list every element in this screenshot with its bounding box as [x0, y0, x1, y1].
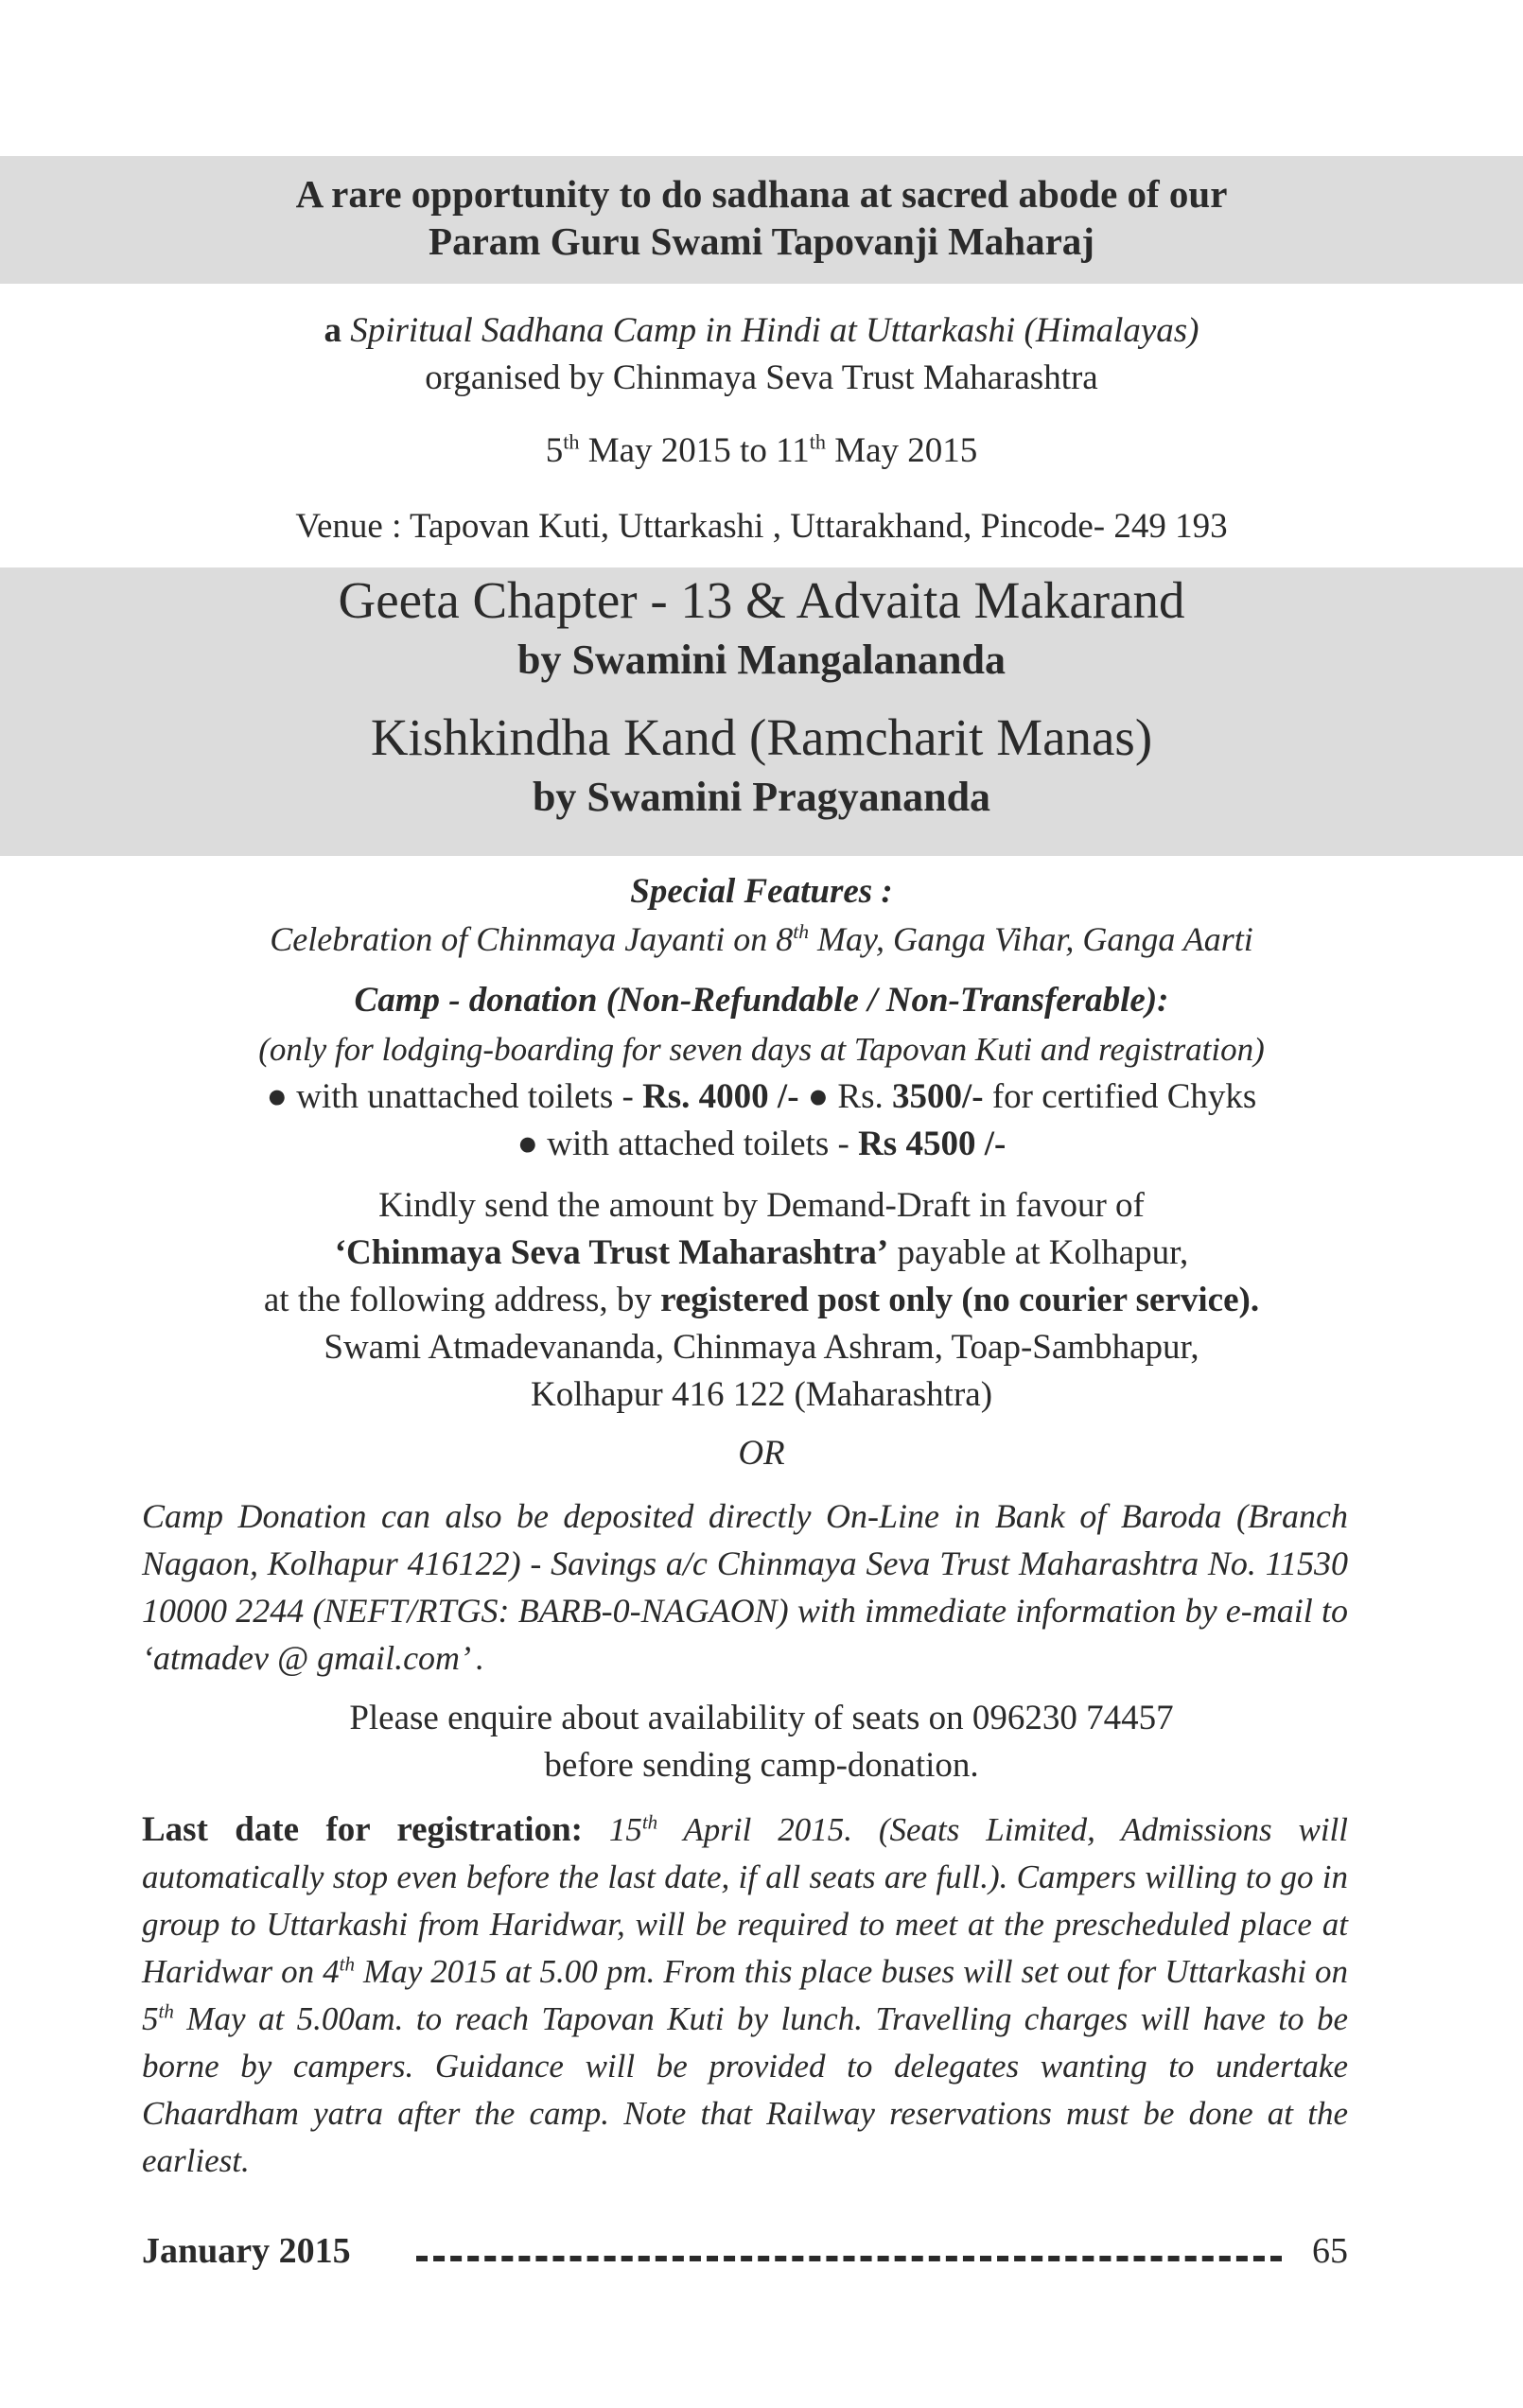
topic-title-2: Kishkindha Kand (Ramcharit Manas) [370, 708, 1153, 766]
bullet-icon: ● [266, 1077, 289, 1116]
address-line-1: Swami Atmadevananda, Chinmaya Ashram, Toap-Sambhapur, [324, 1328, 1199, 1367]
registration-paragraph: Last date for registration: 15th April 2015. (Seats Limited, Admissions will automatically stop even before the last date, if all seats are full.). Campers willing to go in group to Uttarkashi from Haridwar, will be required to meet at the prescheduled place at Haridwar on 4th May 2015 at 5.00 pm. From this place buses will set out for Uttarkashi on 5th May at 5.00am. to reach Tapovan Kuti by lunch. Travelling charges will have to be borne by campers. Guidance will be provided to delegates wanting to undertake Chaardham yatra after the camp. Note that Railway reservations must be done at the earliest. [142, 1810, 1348, 2179]
donation-options-row: ● with unattached toilets - Rs. 4000 /- ● Rs. 3500/- for certified Chyks [266, 1077, 1257, 1116]
footer-month: January 2015 [142, 2231, 351, 2271]
page-footer [142, 2223, 1348, 2279]
registration-label: Last date for registration: [142, 1810, 583, 1849]
camp-description [0, 307, 1523, 402]
price-chyks: 3500/- [891, 1077, 984, 1116]
camp-name: Spiritual Sadhana Camp in Hindi at Uttarkashi (Himalayas) [350, 311, 1199, 350]
payment-line-2: ‘Chinmaya Seva Trust Maharashtra’ payable at Kolhapur, [334, 1233, 1189, 1272]
header-title [0, 170, 1523, 265]
bullet-icon: ● [807, 1077, 830, 1116]
price-unattached: Rs. 4000 /- [642, 1077, 799, 1116]
price-attached: Rs 4500 /- [858, 1125, 1007, 1163]
camp-venue: Venue : Tapovan Kuti, Uttarkashi , Uttarakhand, Pincode- 249 193 [295, 507, 1228, 546]
enquiry-line-2: before sending camp-donation. [544, 1746, 979, 1785]
features-text: Celebration of Chinmaya Jayanti on 8th May, Ganga Vihar, Ganga Aarti [270, 920, 1253, 958]
address-line-2: Kolhapur 416 122 (Maharashtra) [530, 1375, 993, 1414]
or-separator: OR [738, 1434, 785, 1473]
enquiry [0, 1695, 1523, 1789]
topic-speaker-2: by Swamini Pragyananda [532, 774, 991, 820]
donation-note: (only for lodging-boarding for seven days at Tapovan Kuti and registration) [258, 1031, 1265, 1068]
page-number: 65 [1312, 2231, 1348, 2271]
footer-dashed-rule [416, 2256, 1282, 2261]
bullet-icon: ● [516, 1125, 539, 1163]
topic-speaker-1: by Swamini Mangalananda [517, 637, 1006, 683]
camp-organiser: organised by Chinmaya Seva Trust Maharashtra [425, 358, 1098, 397]
topic-title-1: Geeta Chapter - 13 & Advaita Makarand [338, 571, 1185, 629]
online-payment-paragraph: Camp Donation can also be deposited directly On-Line in Bank of Baroda (Branch Nagaon, Kolhapur 416122) - Savings a/c Chinmaya Seva Trust Maharashtra No. 11530 10000 2244 (NEFT/RTGS: BARB-0-NAGAON) with immediate information by e-mail to ‘atmadev @ gmail.com’ . [142, 1497, 1348, 1677]
payment-line-1: Kindly send the amount by Demand-Draft in favour of [378, 1186, 1145, 1225]
camp-prefix: a [324, 311, 341, 350]
header-line-1: A rare opportunity to do sadhana at sacred abode of our [295, 172, 1228, 216]
donation-heading: Camp - donation (Non-Refundable / Non-Transferable): [354, 981, 1169, 1020]
payment-line-3: at the following address, by registered post only (no courier service). [263, 1281, 1260, 1319]
enquiry-line-1: Please enquire about availability of seats on 096230 74457 [349, 1699, 1174, 1737]
camp-dates: 5th May 2015 to 11th May 2015 [545, 429, 978, 470]
topics [0, 567, 1523, 823]
payment-instructions [0, 1182, 1523, 1419]
features-heading: Special Features : [630, 872, 893, 911]
header-line-2: Param Guru Swami Tapovanji Maharaj [429, 219, 1094, 263]
donation-attached-row: ● with attached toilets - Rs 4500 /- [516, 1125, 1007, 1163]
